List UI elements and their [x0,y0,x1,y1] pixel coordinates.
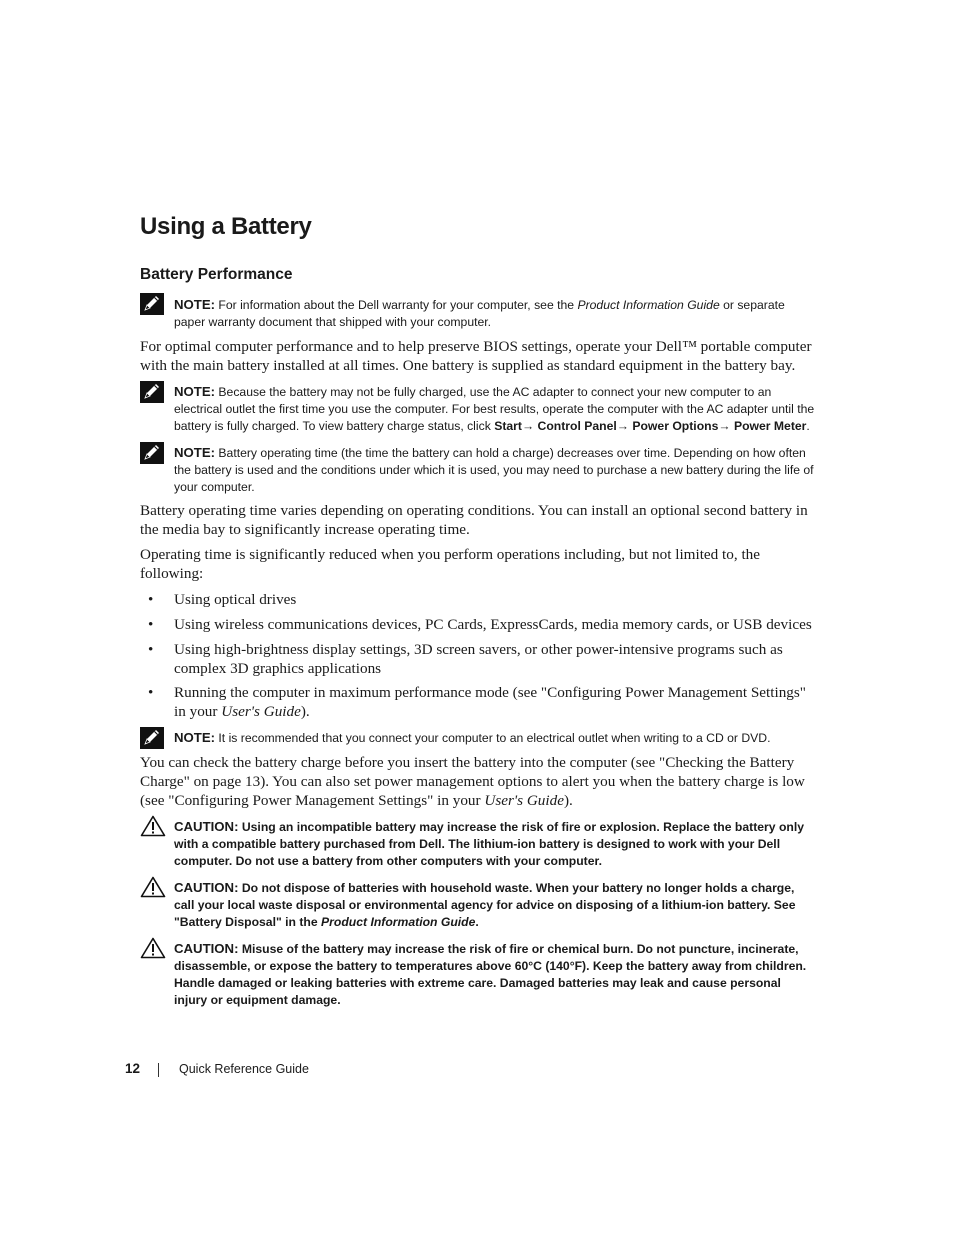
page-number: 12 [125,1061,141,1076]
note-charge-status: NOTE: Because the battery may not be fully charged, use the AC adapter to connect your new computer to an electrical outlet the first time you use the computer. For best results, operate the computer with the AC adapter until the battery is fully charged. To view battery charge status, click Start→ Control Panel→ Power Options→ Power Meter. [174,384,815,433]
note-cd-dvd: NOTE: It is recommended that you connect your computer to an electrical outlet when writing to a CD or DVD. [174,730,771,745]
caution-triangle-icon [140,937,166,959]
note-label: NOTE: [174,730,216,745]
caution-disposal: CAUTION: Do not dispose of batteries with household waste. When your battery no longer holds a charge, call your local waste disposal or environmental agency for advice on disposing of a lithium-ion battery. See "Battery Disposal" in the Product Information Guide. [174,880,796,929]
note-warranty: NOTE: For information about the Dell warranty for your computer, see the Product Information Guide or separate paper warranty document that shipped with your computer. [174,297,785,329]
section-heading: Battery Performance [140,266,293,283]
caution-triangle-icon [140,815,166,837]
note-label: NOTE: [174,297,216,312]
body-paragraph-optimal-performance: For optimal computer performance and to help preserve BIOS settings, operate your Dell™ portable computer with the main battery installed at all times. One battery is supplied as standard equipment in the battery bay. [140,338,812,374]
footer-divider [158,1063,159,1077]
footer-guide-title: Quick Reference Guide [179,1062,309,1076]
page-title: Using a Battery [140,213,312,240]
caution-misuse: CAUTION: Misuse of the battery may increase the risk of fire or chemical burn. Do not puncture, incinerate, disassemble, or expose the battery to temperatures above 60°C (140°F). Keep the battery away from children. Handle damaged or leaking batteries with extreme care. Damaged batteries may leak and cause personal injury or equipment damage. [174,941,807,1007]
list-item: • Using optical drives [140,590,820,609]
list-item: • Using high-brightness display settings, 3D screen savers, or other power-intensive programs such as complex 3D graphics applications [140,640,820,678]
note-pencil-icon [140,381,164,403]
list-item: • Running the computer in maximum performance mode (see "Configuring Power Management Settings" in your User's Guide). [140,683,820,721]
note-pencil-icon [140,442,164,464]
note-label: NOTE: [174,445,216,460]
body-paragraph-reduced-time: Operating time is significantly reduced when you perform operations including, but not limited to, the following: [140,546,761,582]
caution-triangle-icon [140,876,166,898]
list-item: • Using wireless communications devices, PC Cards, ExpressCards, media memory cards, or USB devices [140,615,820,634]
caution-label: CAUTION: [174,819,239,834]
caution-label: CAUTION: [174,941,239,956]
caution-label: CAUTION: [174,880,239,895]
body-paragraph-check-charge: You can check the battery charge before you insert the battery into the computer (see "Checking the Battery Charge" on page 13). You can also set power management options to alert you when the battery charge is low (see "Configuring Power Management Settings" in your User's Guide). [140,754,805,809]
note-label: NOTE: [174,384,216,399]
note-pencil-icon [140,293,164,315]
note-pencil-icon [140,727,164,749]
caution-incompatible-battery: CAUTION: Using an incompatible battery may increase the risk of fire or explosion. Replace the battery only with a compatible battery purchased from Dell. The lithium-ion battery is designed to work with your Dell computer. Do not use a battery from other computers with your computer. [174,819,804,868]
note-operating-time: NOTE: Battery operating time (the time the battery can hold a charge) decreases over time. Depending on how often the battery is used and the conditions under which it is used, you may need to purchase a new battery during the life of your computer. [174,445,814,494]
body-paragraph-operating-time: Battery operating time varies depending on operating conditions. You can install an optional second battery in the media bay to significantly increase operating time. [140,502,808,538]
